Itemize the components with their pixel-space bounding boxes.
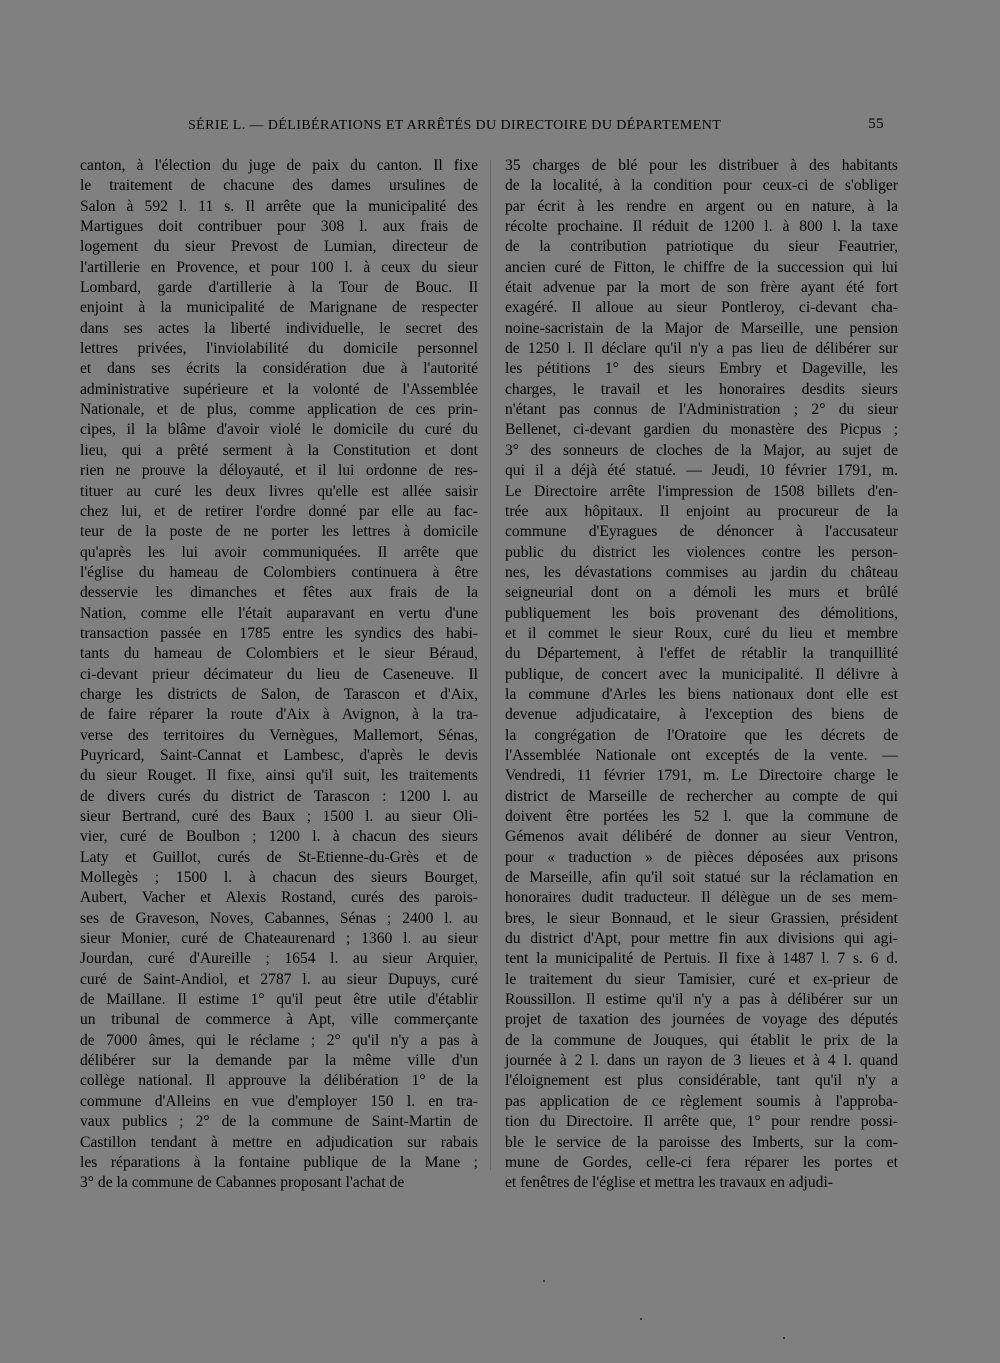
text-line: administrative supérieure et la volonté de l'Assemblée (80, 380, 478, 398)
text-line: honoraires dudit traducteur. Il délègue un de ses mem- (505, 889, 898, 907)
text-line: noine-sacristain de la Major de Marseille, une pension (505, 319, 898, 337)
text-line: vier, curé de Boulbon ; 1200 l. à chacun des sieurs (80, 828, 478, 846)
text-line: tion du Directoire. Il arrête que, 1° pour rendre possi- (505, 1113, 898, 1131)
text-line: seigneurial dont on a démoli les murs et brûlé (505, 584, 898, 602)
text-line: exagéré. Il alloue au sieur Pontleroy, ci-devant cha- (505, 299, 898, 317)
text-line: délibérer sur la demande par la même ville d'un (80, 1052, 478, 1070)
text-line: public du district les violences contre les person- (505, 543, 898, 561)
text-line: 3° de la commune de Cabannes proposant l'achat de (80, 1174, 405, 1192)
text-line: doivent être portées les 52 l. que la commune de (505, 808, 898, 825)
text-line: logement du sieur Prevost de Lumian, directeur de (80, 238, 478, 256)
text-line: Aubert, Vacher et Alexis Rostand, curés des parois- (80, 889, 478, 907)
text-line: dans ses actes la liberté individuelle, le secret des (80, 319, 478, 337)
left-column (80, 156, 478, 1194)
text-line: canton, à l'élection du juge de paix du canton. Il fixe (80, 157, 478, 174)
text-line: du Département, à l'effet de rétablir la tranquillité (505, 645, 898, 663)
text-line: et fenêtres de l'église et mettra les travaux en adjudi- (505, 1174, 833, 1192)
text-line: journée à 2 l. dans un rayon de 3 lieues et à 4 l. quand (505, 1052, 898, 1070)
text-line: chez lui, et de retirer l'ordre donné par elle au fac- (80, 502, 478, 520)
text-line: sieur Monier, curé de Chateaurenard ; 1360 l. au sieur (80, 930, 478, 948)
text-line: 3° des sonneurs de cloches de la Major, au sujet de (505, 441, 898, 459)
text-line: pour « traduction » de pièces déposées aux prisons (505, 848, 898, 866)
text-line: Salon à 592 l. 11 s. Il arrête que la municipalité des (80, 197, 478, 215)
text-line: de la commune de Jouques, qui établit le prix de la (505, 1031, 898, 1049)
text-line: ci-devant prieur décimateur du lieu de Caseneuve. Il (80, 665, 478, 683)
text-line: de la contribution patriotique du sieur Feautrier, (505, 238, 898, 256)
text-line: Castillon tendant à mettre en adjudication sur rabais (80, 1133, 478, 1151)
text-line: district de Marseille de rechercher au compte de qui (505, 787, 898, 805)
text-line: nes, les dévastations commises au jardin du château (505, 563, 898, 581)
text-line: trée aux hôpitaux. Il enjoint au procureur de la (505, 502, 898, 520)
text-line: les pétitions 1° des sieurs Embry et Dageville, les (505, 360, 898, 378)
text-line: tituer au curé les deux livres qu'elle est allée saisir (80, 482, 478, 500)
text-line: et dans ses écrits la considération due à l'autorité (80, 360, 478, 378)
text-line: Puyricard, Saint-Cannat et Lambesc, d'après le devis (80, 746, 478, 764)
text-line: cipes, il la blâme d'avoir violé le domicile du curé du (80, 421, 478, 439)
text-line: Martigues doit contribuer pour 308 l. aux frais de (80, 218, 478, 236)
text-line: Laty et Guillot, curés de St-Etienne-du-Grès et de (80, 848, 478, 866)
text-line: les réparations à la fontaine publique de la Mane ; (80, 1153, 478, 1171)
text-line: qu'après les lui avoir communiquées. Il arrête que (80, 543, 478, 561)
text-line: de 1250 l. Il déclare qu'il n'y a pas lieu de délibérer sur (505, 340, 898, 358)
right-column (505, 156, 898, 1194)
text-line: récolte prochaine. Il réduit de 1200 l. à 800 l. la taxe (505, 218, 898, 236)
text-line: l'artillerie en Provence, et pour 100 l. à ceux du sieur (80, 258, 478, 276)
paper-speck (640, 1318, 642, 1320)
text-line: mune de Gordes, celle-ci fera réparer les portes et (505, 1153, 898, 1171)
text-line: Roussillon. Il estime qu'il n'y a pas à délibérer sur un (505, 991, 898, 1009)
text-line: le traitement du sieur Tamisier, curé et ex-prieur de (505, 970, 898, 988)
text-line: la commune d'Arles les biens nationaux dont elle est (505, 685, 898, 703)
text-line: par écrit à les rendre en argent ou en nature, à la (505, 197, 898, 215)
text-line: de divers curés du district de Tarascon : 1200 l. au (80, 787, 478, 805)
text-line: transaction passée en 1785 entre les syndics des habi- (80, 624, 478, 642)
text-line: rien ne prouve la déloyauté, et il lui ordonne de res- (80, 462, 478, 480)
text-line: publiquement les bois provenant des démolitions, (505, 604, 898, 622)
text-line: du sieur Rouget. Il fixe, ainsi qu'il suit, les traitements (80, 767, 478, 785)
text-line: ancien curé de Fitton, le chiffre de la succession qui lui (505, 258, 898, 276)
text-line: 35 charges de blé pour les distribuer à des habitants (505, 157, 898, 174)
text-line: ses de Graveson, Noves, Cabannes, Sénas ; 2400 l. au (80, 909, 478, 927)
text-line: Bellenet, ci-devant gardien du monastère des Picpus ; (505, 421, 898, 439)
text-line: Lombard, garde d'artillerie à la Tour de Bouc. Il (80, 279, 478, 297)
text-line: commune d'Alleins en vue d'employer 150 l. en tra- (80, 1092, 478, 1110)
text-line: teur de la poste de ne porter les lettres à domicile (80, 523, 478, 541)
text-line: tent la municipalité de Pertuis. Il fixe à 1487 l. 7 s. 6 d. (505, 950, 898, 968)
page-number: 55 (868, 116, 884, 132)
text-line: collège national. Il approuve la délibération 1° de la (80, 1072, 478, 1090)
text-line: charge les districts de Salon, de Tarascon et d'Aix, (80, 685, 478, 703)
text-line: un tribunal de commerce à Apt, ville commerçante (80, 1011, 478, 1029)
text-line: Mollegès ; 1500 l. à chacun des sieurs Bourget, (80, 869, 478, 887)
text-line: verse des territoires du Vernègues, Mallemort, Sénas, (80, 726, 478, 744)
text-line: Nationale, et de plus, comme application de ces prin- (80, 401, 478, 419)
text-line: et il commet le sieur Roux, curé du lieu et membre (505, 624, 898, 642)
text-line: charges, le travail et les honoraires desdits sieurs (505, 380, 898, 398)
text-line: l'Assemblée Nationale ont exceptés de la vente. — (505, 746, 898, 764)
text-line: projet de taxation des journées de voyage des députés (505, 1011, 898, 1029)
text-line: Le Directoire arrête l'impression de 1508 billets d'en- (505, 482, 898, 500)
text-line: qui il a déjà été statué. — Jeudi, 10 février 1791, m. (505, 462, 898, 480)
text-line: de la localité, à la condition pour ceux-ci de s'obliger (505, 177, 898, 195)
text-line: bres, le sieur Bonnaud, et le sieur Grassien, président (505, 909, 898, 927)
text-line: desservie les dimanches et fêtes aux frais de la (80, 584, 478, 602)
text-line: curé de Saint-Andiol, et 2787 l. au sieur Dupuys, curé (80, 970, 478, 988)
text-line: Nation, comme elle l'était auparavant en vertu d'une (80, 604, 478, 622)
text-line: n'étant pas connus de l'Administration ; 2° du sieur (505, 401, 898, 419)
text-line: de Marseille, afin qu'il soit statué sur la réclamation en (505, 869, 898, 887)
text-line: de faire réparer la route d'Aix à Avignon, à la tra- (80, 706, 478, 724)
text-line: la congrégation de l'Oratoire que les décrets de (505, 726, 898, 744)
text-line: pas application de ce règlement soumis à l'approba- (505, 1092, 898, 1110)
text-line: Vendredi, 11 février 1791, m. Le Directoire charge le (505, 767, 898, 785)
text-line: publique, de concert avec la municipalité. Il délivre à (505, 665, 898, 683)
text-line: sieur Bertrand, curé des Baux ; 1500 l. au sieur Oli- (80, 808, 478, 825)
text-line: lieu, qui a prêté serment à la Constitution et dont (80, 441, 478, 459)
text-line: lettres privées, l'inviolabilité du domicile personnel (80, 340, 478, 358)
paper-speck (543, 1280, 545, 1282)
text-line: ble le service de la paroisse des Imberts, sur la com- (505, 1133, 898, 1151)
text-line: tants du hameau de Colombiers et le sieur Béraud, (80, 645, 478, 663)
column-divider (490, 160, 491, 1170)
text-line: de 7000 âmes, qui le réclame ; 2° qu'il n'y a pas à (80, 1031, 478, 1049)
paper-speck (783, 1337, 785, 1339)
text-line: Gémenos avait délibéré de donner au sieur Ventron, (505, 828, 898, 846)
text-line: devenue adjudicataire, à l'exception des biens de (505, 706, 898, 724)
text-line: était advenue par la mort de son frère ayant été fort (505, 279, 898, 297)
text-line: commune d'Eyragues de dénoncer à l'accusateur (505, 523, 898, 541)
text-line: Jourdan, curé d'Aureille ; 1654 l. au sieur Arquier, (80, 950, 478, 968)
text-line: vaux publics ; 2° de la commune de Saint-Martin de (80, 1113, 478, 1131)
text-line: enjoint à la municipalité de Marignane de respecter (80, 299, 478, 317)
text-line: l'éloignement est plus considérable, tant qu'il n'y a (505, 1072, 898, 1090)
text-line: du district d'Apt, pour mettre fin aux divisions qui agi- (505, 930, 898, 948)
running-head-title: SÉRIE L. — DÉLIBÉRATIONS ET ARRÊTÉS DU DIRECTOIRE DU DÉPARTEMENT (188, 118, 722, 133)
text-line: le traitement de chacune des dames ursulines de (80, 177, 478, 195)
text-line: de Maillane. Il estime 1° qu'il peut être utile d'établir (80, 991, 478, 1009)
text-line: l'église du hameau de Colombiers continuera à être (80, 563, 478, 581)
